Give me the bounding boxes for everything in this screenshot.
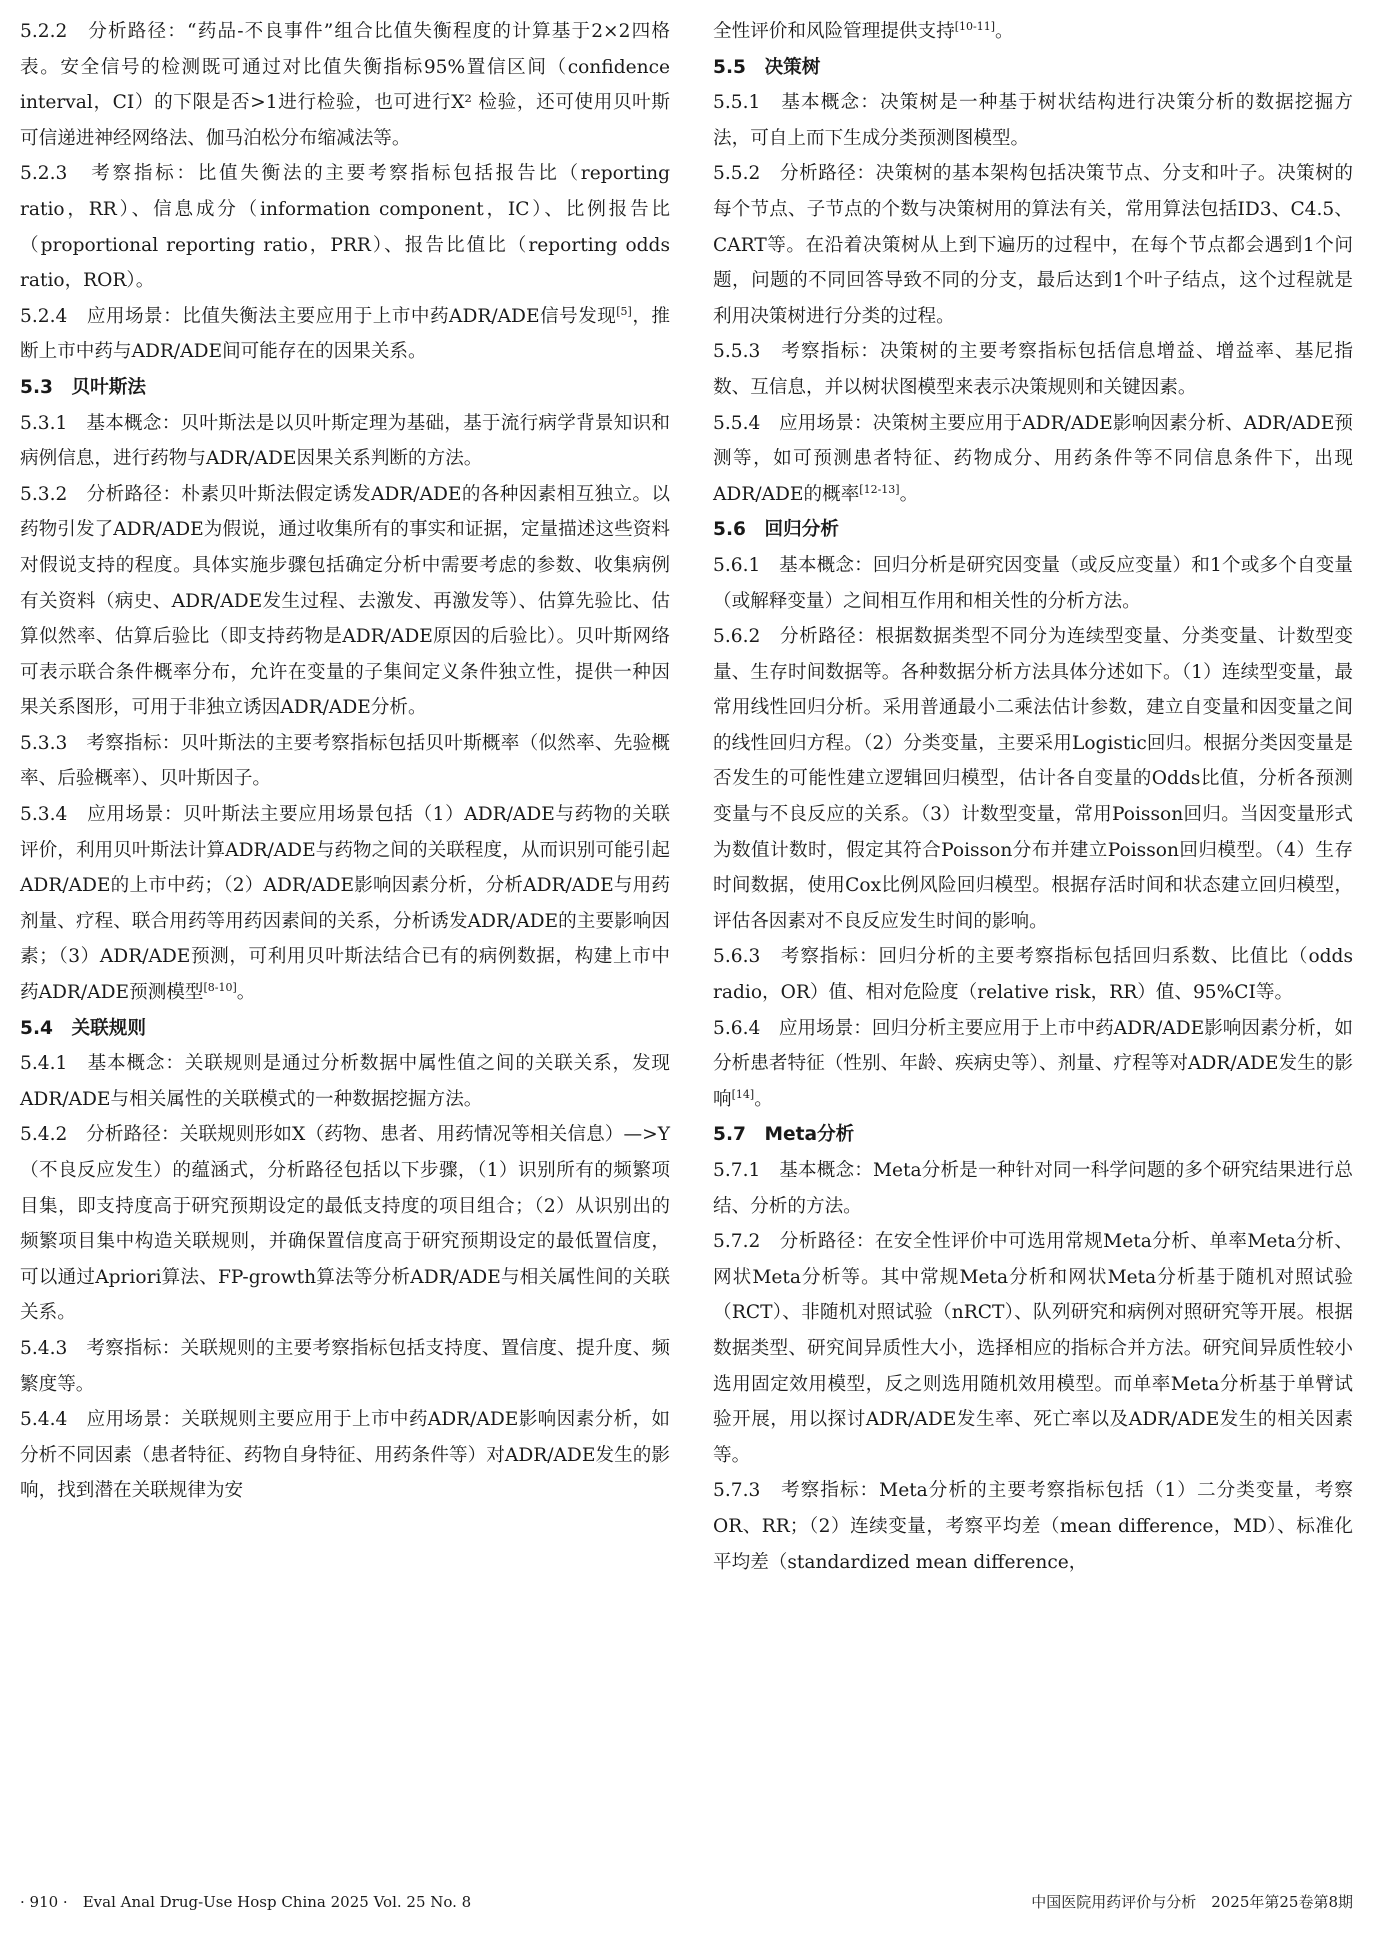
- paragraph: 5.7.3 考察指标：Meta分析的主要考察指标包括（1）二分类变量，考察OR、RR；（2）连续变量，考察平均差（mean difference，MD）、标准化平均差（standardized mean difference，: [713, 1480, 1353, 1573]
- footer-journal-zh: 中国医院用药评价与分析 2025年第25卷第8期: [1031, 1893, 1353, 1911]
- paragraph: 5.7.1 基本概念：Meta分析是一种针对同一科学问题的多个研究结果进行总结、分析的方法。: [713, 1160, 1353, 1217]
- section-heading: 5.5 决策树: [713, 56, 821, 78]
- citation[interactable]: [5]: [616, 304, 632, 318]
- citation[interactable]: [14]: [731, 1087, 755, 1101]
- paragraph: 5.6.4 应用场景：回归分析主要应用于上市中药ADR/ADE影响因素分析，如分析患者特征（性别、年龄、疾病史等）、剂量、疗程等对ADR/ADE发生的影响[14]。: [713, 1017, 1353, 1110]
- right-column: [713, 14, 1353, 1580]
- section-heading: 5.7 Meta分析: [713, 1124, 855, 1146]
- section-heading: 5.3 贝叶斯法: [20, 376, 146, 398]
- paragraph: 5.3.4 应用场景：贝叶斯法主要应用场景包括（1）ADR/ADE与药物的关联评价，利用贝叶斯法计算ADR/ADE与药物之间的关联程度，从而识别可能引起ADR/ADE的上市中药；（2）ADR/ADE影响因素分析，分析ADR/ADE与用药剂量、疗程、联合用药等用药因素间的关系，分析诱发ADR/ADE的主要影响因素；（3）ADR/ADE预测，可利用贝叶斯法结合已有的病例数据，构建上市中药ADR/ADE预测模型[8-10]。: [20, 804, 670, 1004]
- paragraph: 5.6.1 基本概念：回归分析是研究因变量（或反应变量）和1个或多个自变量（或解释变量）之间相互作用和相关性的分析方法。: [713, 554, 1353, 612]
- paragraph: 5.2.3 考察指标：比值失衡法的主要考察指标包括报告比（reporting ratio，RR）、信息成分（information component，IC）、比例报告比（proportional reporting ratio，PRR）、报告比值比（reporting odds ratio，ROR）。: [20, 163, 670, 292]
- paragraph: 5.5.3 考察指标：决策树的主要考察指标包括信息增益、增益率、基尼指数、互信息，并以树状图模型来表示决策规则和关键因素。: [713, 341, 1353, 398]
- paragraph: 5.3.1 基本概念：贝叶斯法是以贝叶斯定理为基础，基于流行病学背景知识和病例信息，进行药物与ADR/ADE因果关系判断的方法。: [20, 412, 670, 470]
- paragraph: 5.6.3 考察指标：回归分析的主要考察指标包括回归系数、比值比（odds radio，OR）值、相对危险度（relative risk，RR）值、95%CI等。: [713, 946, 1353, 1004]
- paragraph: 5.3.3 考察指标：贝叶斯法的主要考察指标包括贝叶斯概率（似然率、先验概率、后验概率）、贝叶斯因子。: [20, 732, 670, 790]
- paragraph: 5.3.2 分析路径：朴素贝叶斯法假定诱发ADR/ADE的各种因素相互独立。以药物引发了ADR/ADE为假说，通过收集所有的事实和证据，定量描述这些资料对假说支持的程度。具体实施步骤包括确定分析中需要考虑的参数、收集病例有关资料（病史、ADR/ADE发生过程、去激发、再激发等）、估算先验比、估算似然率、估算后验比（即支持药物是ADR/ADE原因的后验比）。贝叶斯网络可表示联合条件概率分布，允许在变量的子集间定义条件独立性，提供一种因果关系图形，可用于非独立诱因ADR/ADE分析。: [20, 483, 670, 719]
- paragraph: 全性评价和风险管理提供支持[10-11]。: [713, 19, 1014, 42]
- section-heading: 5.6 回归分析: [713, 519, 839, 541]
- paragraph: 5.4.4 应用场景：关联规则主要应用于上市中药ADR/ADE影响因素分析，如分析不同因素（患者特征、药物自身特征、用药条件等）对ADR/ADE发生的影响，找到潜在关联规律为安: [20, 1409, 670, 1502]
- paragraph: 5.7.2 分析路径：在安全性评价中可选用常规Meta分析、单率Meta分析、网状Meta分析等。其中常规Meta分析和网状Meta分析基于随机对照试验（RCT）、非随机对照试验（nRCT）、队列研究和病例对照研究等开展。根据数据类型、研究间异质性大小，选择相应的指标合并方法。研究间异质性较小选用固定效用模型，反之则选用随机效用模型。而单率Meta分析基于单臂试验开展，用以探讨ADR/ADE发生率、死亡率以及ADR/ADE发生的相关因素等。: [713, 1231, 1353, 1466]
- citation[interactable]: [8-10]: [203, 980, 237, 994]
- footer-journal-en: · 910 · Eval Anal Drug-Use Hosp China 2025 Vol. 25 No. 8: [20, 1893, 472, 1911]
- left-column: [20, 14, 670, 1509]
- paragraph: 5.5.4 应用场景：决策树主要应用于ADR/ADE影响因素分析、ADR/ADE预测等，如可预测患者特征、药物成分、用药条件等不同信息条件下，出现ADR/ADE的概率[12-13]。: [713, 412, 1353, 505]
- page-footer: [20, 1887, 1353, 1917]
- section-heading: 5.4 关联规则: [20, 1017, 146, 1039]
- citation[interactable]: [12-13]: [859, 482, 900, 496]
- paragraph: 5.2.4 应用场景：比值失衡法主要应用于上市中药ADR/ADE信号发现[5]，推断上市中药与ADR/ADE间可能存在的因果关系。: [20, 304, 670, 363]
- citation[interactable]: [10-11]: [954, 19, 996, 33]
- paragraph: 5.5.1 基本概念：决策树是一种基于树状结构进行决策分析的数据挖掘方法，可自上而下生成分类预测图模型。: [713, 92, 1353, 149]
- paragraph: 5.4.1 基本概念：关联规则是通过分析数据中属性值之间的关联关系，发现ADR/ADE与相关属性的关联模式的一种数据挖掘方法。: [20, 1053, 670, 1110]
- paragraph: 5.4.3 考察指标：关联规则的主要考察指标包括支持度、置信度、提升度、频繁度等。: [20, 1337, 670, 1395]
- paragraph: 5.5.2 分析路径：决策树的基本架构包括决策节点、分支和叶子。决策树的每个节点、子节点的个数与决策树用的算法有关，常用算法包括ID3、C4.5、CART等。在沿着决策树从上到下遍历的过程中，在每个节点都会遇到1个问题，问题的不同回答导致不同的分支，最后达到1个叶子结点，这个过程就是利用决策树进行分类的过程。: [713, 163, 1353, 327]
- paragraph: 5.2.2 分析路径：“药品-不良事件”组合比值失衡程度的计算基于2×2四格表。安全信号的检测既可通过对比值失衡指标95%置信区间（confidence interval，CI）的下限是否>1进行检验，也可进行X² 检验，还可使用贝叶斯可信递进神经网络法、伽马泊松分布缩减法等。: [20, 21, 670, 149]
- paragraph: 5.4.2 分析路径：关联规则形如X（药物、患者、用药情况等相关信息）—>Y（不良反应发生）的蕴涵式，分析路径包括以下步骤，（1）识别所有的频繁项目集，即支持度高于研究预期设定的最低支持度的项目组合；（2）从识别出的频繁项目集中构造关联规则，并确保置信度高于研究预期设定的最低置信度，可以通过Apriori算法、FP-growth算法等分析ADR/ADE与相关属性间的关联关系。: [20, 1124, 670, 1324]
- paragraph: 5.6.2 分析路径：根据数据类型不同分为连续型变量、分类变量、计数型变量、生存时间数据等。各种数据分析方法具体分述如下。（1）连续型变量，最常用线性回归分析。采用普通最小二乘法估计参数，建立自变量和因变量之间的线性回归方程。（2）分类变量，主要采用Logistic回归。根据分类因变量是否发生的可能性建立逻辑回归模型，估计各自变量的Odds比值，分析各预测变量与不良反应的关系。（3）计数型变量，常用Poisson回归。当因变量形式为数值计数时，假定其符合Poisson分布并建立Poisson回归模型。（4）生存时间数据，使用Cox比例风险回归模型。根据存活时间和状态建立回归模型，评估各因素对不良反应发生时间的影响。: [713, 626, 1353, 932]
